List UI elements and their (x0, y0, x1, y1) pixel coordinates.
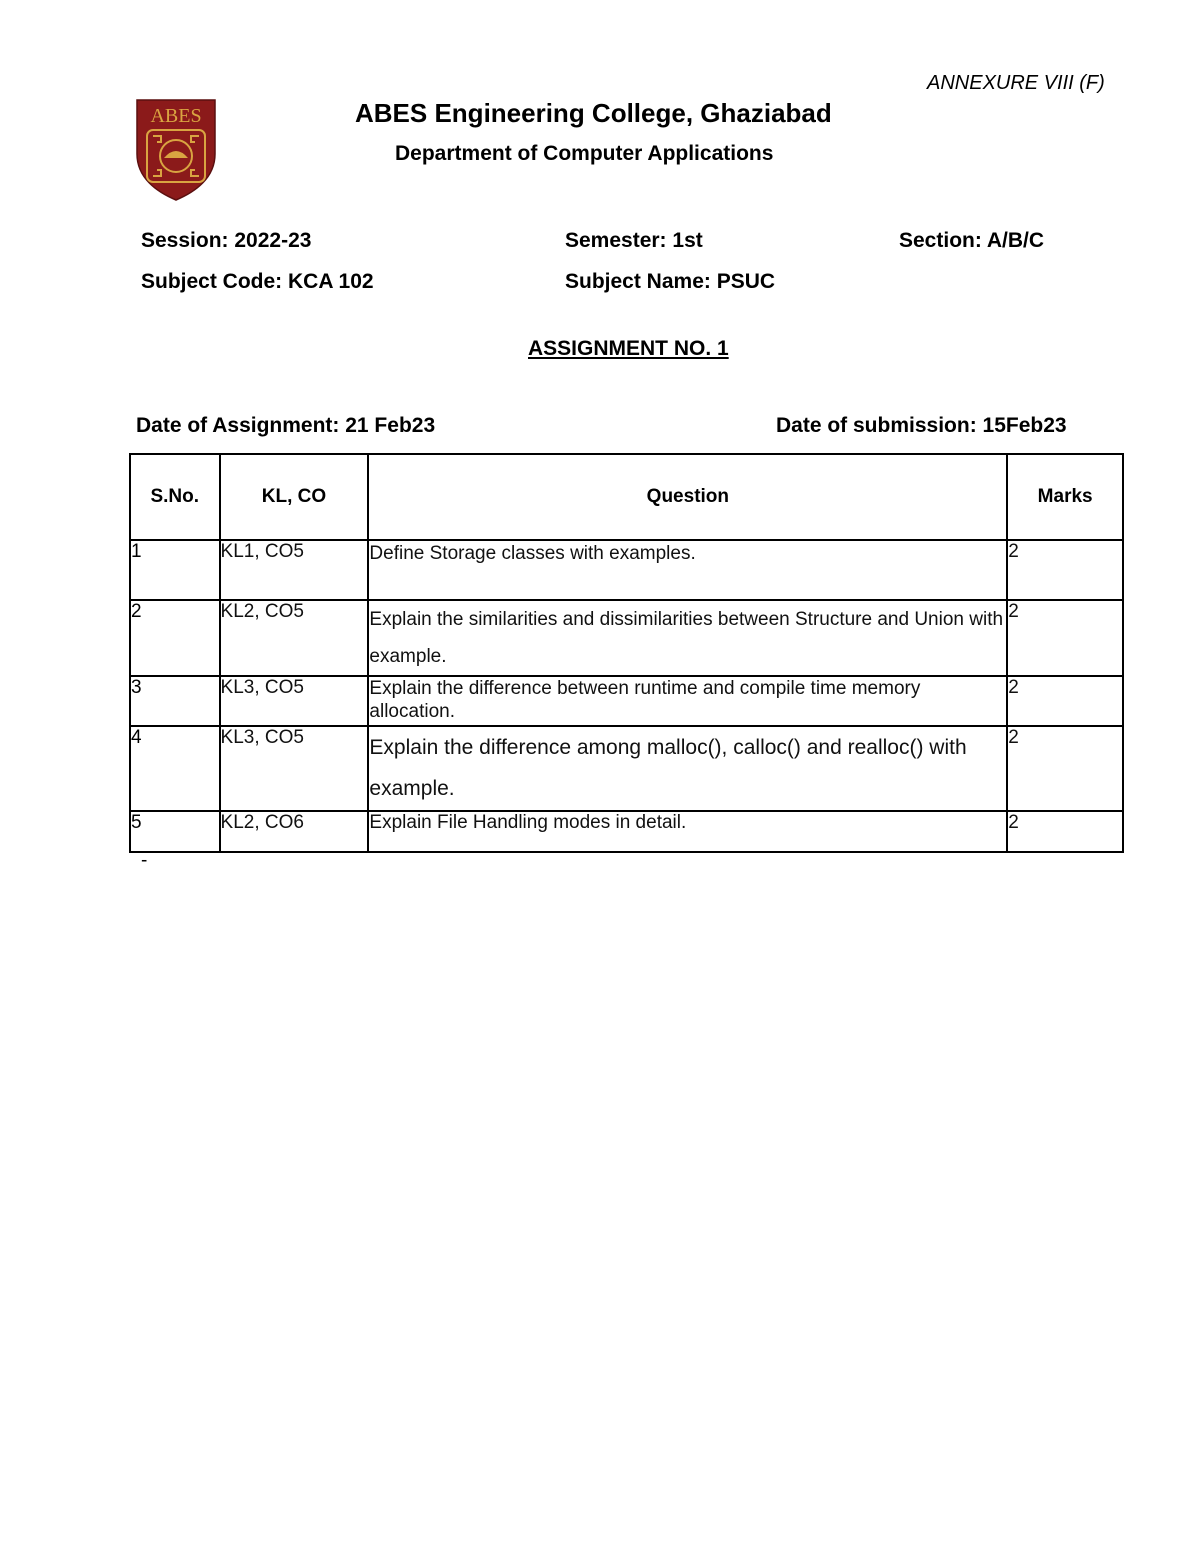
cell-sno: 3 (130, 676, 220, 726)
table-row (130, 811, 1123, 852)
subject-code-label: Subject Code: KCA 102 (141, 270, 374, 293)
cell-marks: 2 (1007, 676, 1123, 726)
cell-question: Explain the difference between runtime and compile time memory allocation. (368, 676, 1007, 726)
table-row (130, 540, 1123, 600)
header-marks: Marks (1007, 454, 1123, 540)
cell-kl-co: KL3, CO5 (220, 676, 369, 726)
table-row (130, 600, 1123, 676)
cell-kl-co: KL2, CO6 (220, 811, 369, 852)
cell-kl-co: KL2, CO5 (220, 600, 369, 676)
section-label: Section: A/B/C (899, 229, 1045, 252)
cell-sno: 5 (130, 811, 220, 852)
cell-marks: 2 (1007, 726, 1123, 811)
date-of-submission: Date of submission: 15Feb23 (776, 414, 1067, 437)
header-sno: S.No. (130, 454, 220, 540)
trailing-mark: - (141, 850, 148, 871)
cell-marks: 2 (1007, 540, 1123, 600)
header-question: Question (368, 454, 1007, 540)
date-of-assignment: Date of Assignment: 21 Feb23 (136, 414, 436, 437)
cell-question: Explain the similarities and dissimilarities between Structure and Union with example. (368, 600, 1007, 676)
cell-question: Define Storage classes with examples. (368, 540, 1007, 600)
session-label: Session: 2022-23 (141, 229, 312, 252)
logo-text: ABES (150, 105, 202, 127)
cell-sno: 1 (130, 540, 220, 600)
department-name: Department of Computer Applications (395, 142, 774, 165)
cell-sno: 2 (130, 600, 220, 676)
cell-kl-co: KL1, CO5 (220, 540, 369, 600)
header-kl-co: KL, CO (220, 454, 369, 540)
annexure-label: ANNEXURE VIII (F) (927, 72, 1105, 94)
table-row (130, 676, 1123, 726)
cell-marks: 2 (1007, 811, 1123, 852)
cell-kl-co: KL3, CO5 (220, 726, 369, 811)
cell-marks: 2 (1007, 600, 1123, 676)
subject-name-label: Subject Name: PSUC (565, 270, 776, 293)
college-logo (133, 96, 219, 204)
cell-sno: 4 (130, 726, 220, 811)
table-row (130, 726, 1123, 811)
college-name: ABES Engineering College, Ghaziabad (355, 98, 832, 128)
questions-table (129, 453, 1124, 853)
cell-question: Explain File Handling modes in detail. (368, 811, 1007, 852)
assignment-title: ASSIGNMENT NO. 1 (528, 337, 729, 360)
semester-label: Semester: 1st (565, 229, 703, 252)
table-header-row (130, 454, 1123, 540)
cell-question: Explain the difference among malloc(), calloc() and realloc() with example. (368, 726, 1007, 811)
